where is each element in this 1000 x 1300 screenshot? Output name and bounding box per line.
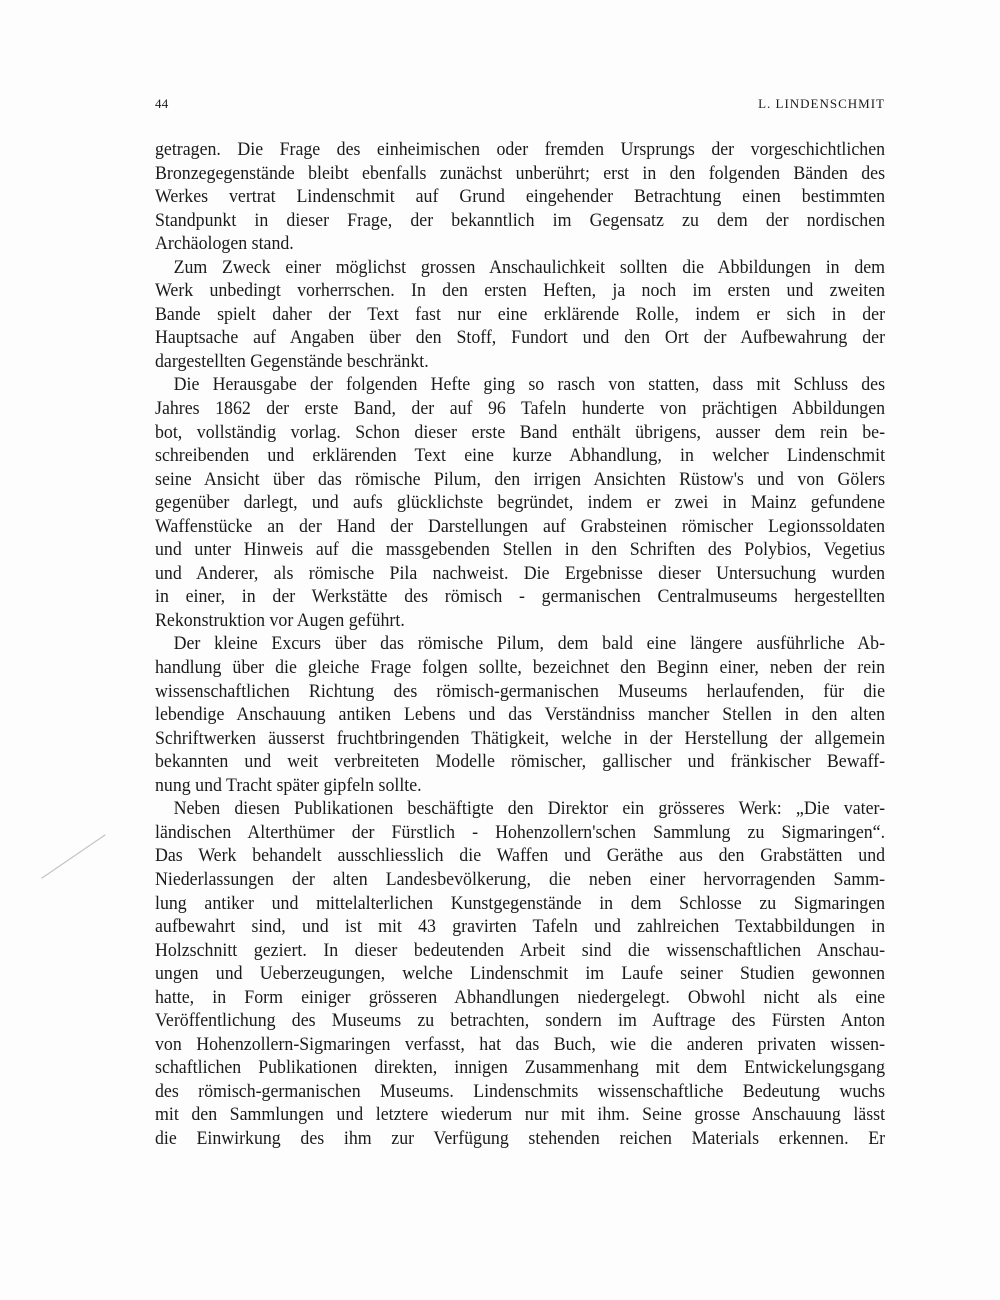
text-line: mit den Sammlungen und letztere wiederum nur mit ihm. Seine grosse Anschauung lässt — [155, 1104, 886, 1126]
paragraph — [155, 797, 885, 1150]
text-line: ländischen Alterthümer der Fürstlich - Hohenzollern'schen Sammlung zu Sigmaringen“. — [155, 821, 886, 843]
text-line: Die Herausgabe der folgenden Hefte ging so rasch von statten, dass mit Schluss des — [173, 374, 886, 396]
text-line: Rekonstruktion vor Augen geführt. — [155, 609, 405, 631]
paragraph — [155, 256, 885, 374]
text-line: in einer, in der Werkstätte des römisch - germanischen Centralmuseums hergestellten — [155, 586, 886, 608]
pencil-margin-mark — [38, 830, 113, 885]
paragraph — [155, 632, 885, 797]
text-line: Werk unbedingt vorherrschen. In den ersten Heften, ja noch im ersten und zweiten — [155, 280, 886, 302]
text-line: schreibenden und erklärenden Text eine kurze Abhandlung, in welcher Lindenschmit — [155, 445, 886, 467]
text-line: wissenschaftlichen Richtung des römisch-germanischen Museums herlaufenden, für die — [155, 680, 886, 702]
text-line: und Anderer, als römische Pila nachweist. Die Ergebnisse dieser Untersuchung wurden — [155, 562, 886, 584]
text-line: Das Werk behandelt ausschliesslich die Waffen und Geräthe aus den Grabstätten und — [155, 845, 886, 867]
text-line: des römisch-germanischen Museums. Lindenschmits wissenschaftliche Bedeutung wuchs — [155, 1080, 886, 1102]
text-line: hatte, in Form einiger grösseren Abhandlungen niedergelegt. Obwohl nicht als eine — [155, 986, 886, 1008]
text-line: Archäologen stand. — [155, 233, 294, 255]
text-line: handlung über die gleiche Frage folgen sollte, bezeichnet den Beginn einer, neben der rein — [155, 657, 886, 679]
text-line: Der kleine Excurs über das römische Pilum, dem bald eine längere ausführliche Ab- — [173, 633, 886, 655]
text-line: Hauptsache auf Angaben über den Stoff, Fundort und den Ort der Aufbewahrung der — [155, 327, 886, 349]
body-text — [155, 138, 885, 1151]
text-line: Holzschnitt geziert. In dieser bedeutenden Arbeit sind die wissenschaftlichen Anschau- — [155, 939, 886, 961]
text-line: Bronzegegenstände bleibt ebenfalls zunächst unberührt; erst in den folgenden Bänden des — [155, 162, 886, 184]
text-line: getragen. Die Frage des einheimischen oder fremden Ursprungs der vorgeschichtlichen — [155, 139, 886, 160]
text-line: von Hohenzollern-Sigmaringen verfasst, hat das Buch, wie die anderen privaten wissen- — [155, 1033, 886, 1055]
text-line: lung antiker und mittelalterlichen Kunstgegenstände in dem Schlosse zu Sigmaringen — [155, 892, 886, 914]
running-title: L. LINDENSCHMIT — [758, 96, 885, 111]
text-line: Standpunkt in dieser Frage, der bekanntlich im Gegensatz zu dem der nordischen — [155, 209, 886, 231]
text-line: nung und Tracht später gipfeln sollte. — [155, 774, 422, 796]
text-line: aufbewahrt sind, und ist mit 43 gravirten Tafeln und zahlreichen Textabbildungen in — [155, 916, 886, 938]
text-line: schaftlichen Publikationen direkten, innigen Zusammenhang mit dem Entwickelungsgang — [155, 1057, 886, 1079]
text-line: bekannten und weit verbreiteten Modelle römischer, gallischer und fränkischer Bewaff- — [155, 751, 886, 773]
text-line: Zum Zweck einer möglichst grossen Anschaulichkeit sollten die Abbildungen in dem — [173, 256, 886, 278]
text-line: Bande spielt daher der Text fast nur eine erklärende Rolle, indem er sich in der — [155, 303, 886, 325]
text-line: Werkes vertrat Lindenschmit auf Grund eingehender Betrachtung einen bestimmten — [155, 186, 886, 208]
text-line: Neben diesen Publikationen beschäftigte den Direktor ein grösseres Werk: „Die vater- — [173, 798, 886, 820]
page-number: 44 — [155, 96, 169, 111]
text-line: und unter Hinweis auf die massgebenden Stellen in den Schriften des Polybios, Vegetius — [155, 539, 886, 561]
paragraph — [155, 138, 885, 256]
text-line: Veröffentlichung des Museums zu betrachten, sondern im Auftrage des Fürsten Anton — [155, 1010, 886, 1032]
text-line: ungen und Ueberzeugungen, welche Lindenschmit im Laufe seiner Studien gewonnen — [155, 963, 886, 985]
text-line: seine Ansicht über das römische Pilum, den irrigen Ansichten Rüstow's und von Gölers — [155, 468, 886, 490]
text-line: die Einwirkung des ihm zur Verfügung stehenden reichen Materials erkennen. Er — [155, 1127, 886, 1149]
text-line: Schriftwerken äusserst fruchtbringenden Thätigkeit, welche in der Herstellung der allgemein — [155, 727, 886, 749]
running-head — [155, 96, 885, 116]
text-line: Waffenstücke an der Hand der Darstellungen auf Grabsteinen römischer Legionssoldaten — [155, 515, 886, 537]
text-line: dargestellten Gegenstände beschränkt. — [155, 350, 429, 372]
text-line: lebendige Anschauung antiken Lebens und das Verständniss mancher Stellen in den alten — [155, 704, 886, 726]
text-line: Jahres 1862 der erste Band, der auf 96 Tafeln hunderte von prächtigen Abbildungen — [155, 398, 886, 420]
text-line: Niederlassungen der alten Landesbevölkerung, die neben einer hervorragenden Samm- — [155, 868, 886, 890]
paragraph — [155, 373, 885, 632]
text-line: bot, vollständig vorlag. Schon dieser erste Band enthält übrigens, ausser dem rein be- — [155, 421, 886, 443]
text-line: gegenüber darlegt, und aufs glücklichste begründet, indem er zwei in Mainz gefundene — [155, 492, 886, 514]
